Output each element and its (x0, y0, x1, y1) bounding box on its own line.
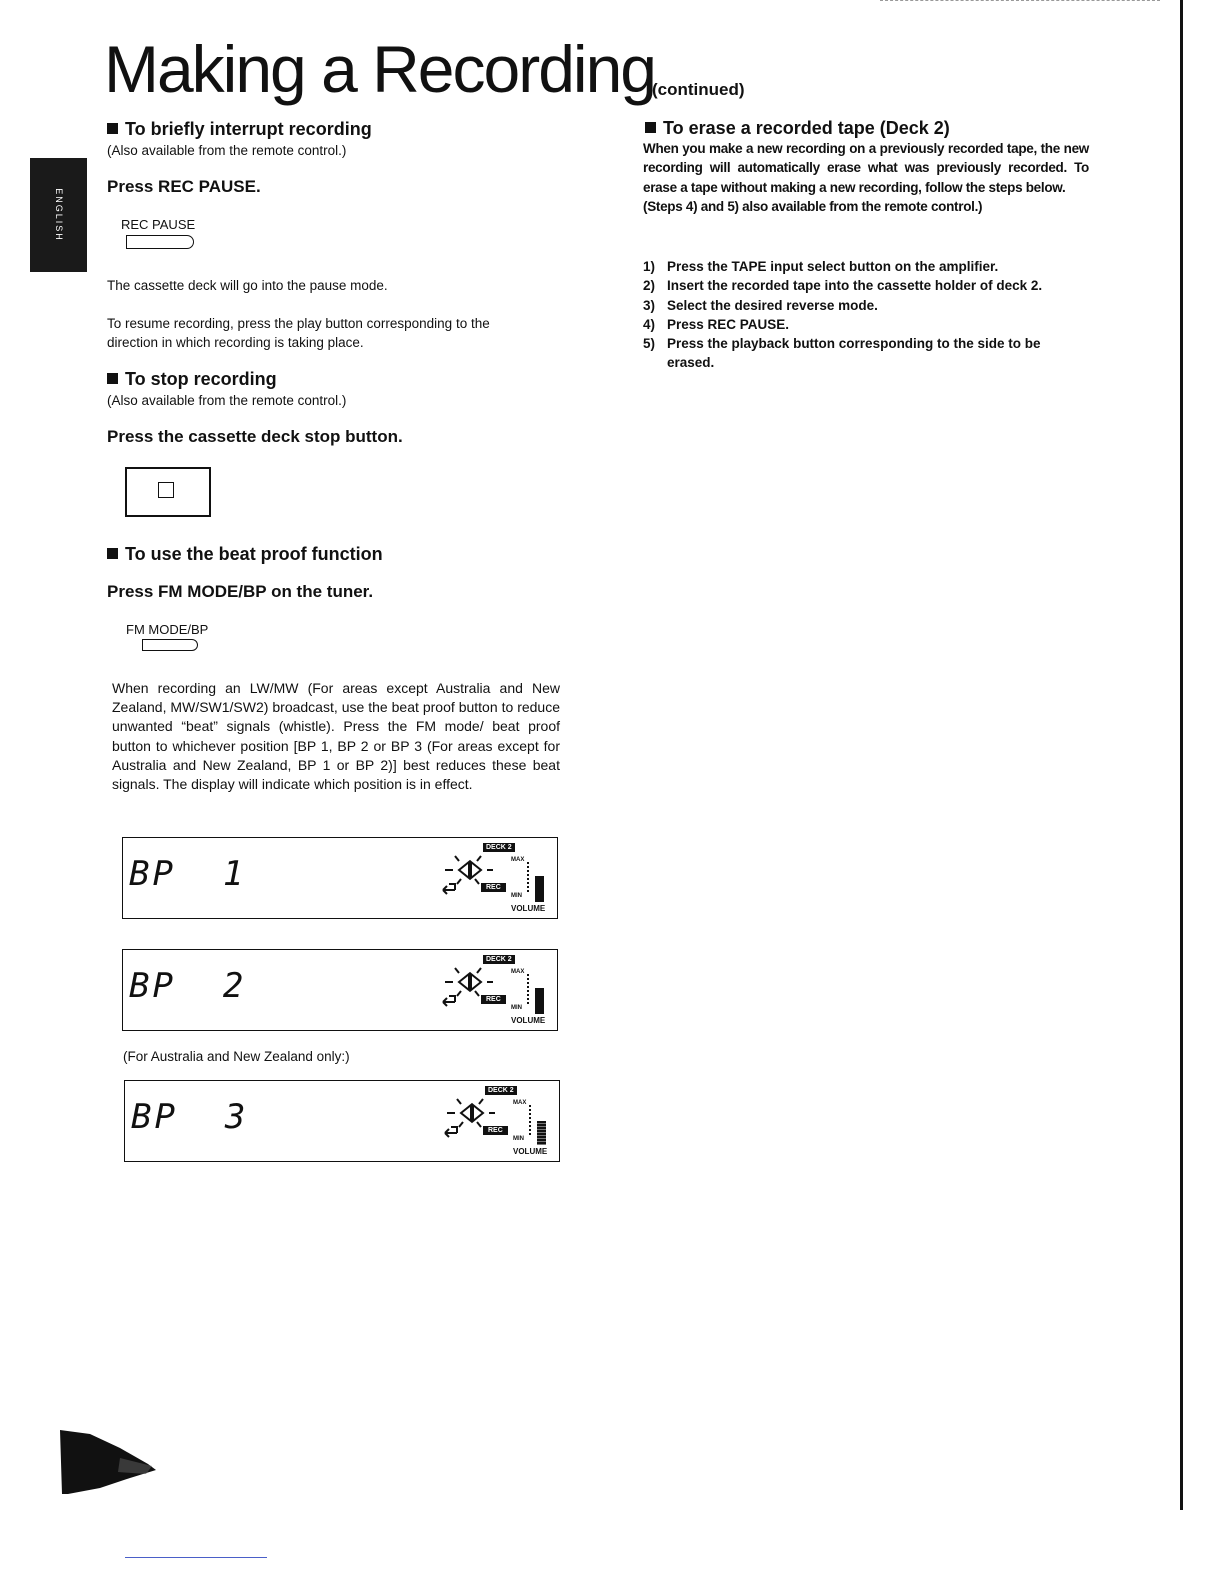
rec-pause-button-icon (126, 235, 194, 249)
volume-min-label: MIN (511, 893, 522, 899)
deck-indicator: DECK 2 (483, 843, 515, 852)
bottom-underline-mark (125, 1557, 267, 1558)
volume-min-label: MIN (513, 1136, 524, 1142)
rec-indicator: REC (483, 1126, 508, 1135)
list-item: 5) Press the playback button corresponding to the side to be erased. (643, 336, 1041, 371)
au-nz-note: (For Australia and New Zealand only:) (123, 1049, 350, 1064)
interrupt-remote-note: (Also available from the remote control.) (107, 143, 347, 158)
deck-indicator: DECK 2 (485, 1086, 517, 1095)
erase-remote-note: (Steps 4) and 5) also available from the remote control.) (643, 199, 983, 215)
bullet-square-icon (645, 122, 656, 133)
volume-level-bar (535, 988, 544, 1014)
volume-max-label: MAX (511, 969, 525, 975)
beat-proof-paragraph: When recording an LW/MW (For areas except Australia and New Zealand, MW/SW1/SW2) broadcast, use the beat proof button to reduce unwanted “beat” signals (whistle). Press the FM mode/ beat proof button to whichever position [BP 1, BP 2 or BP 3 (For areas except for Australia and New Zealand, BP 1 or BP 2)] best reduces these beat signals. The display will indicate which position is in effect. (112, 680, 560, 793)
language-tab (30, 158, 87, 272)
volume-label: VOLUME (511, 904, 546, 913)
stop-square-icon (158, 482, 174, 498)
stop-instruction: Press the cassette deck stop button. (107, 427, 403, 446)
rec-indicator: REC (481, 883, 506, 892)
section-heading-erase: To erase a recorded tape (Deck 2) (645, 118, 950, 139)
stop-remote-note: (Also available from the remote control.) (107, 393, 347, 408)
list-item: 1) Press the TAPE input select button on the amplifier. (643, 259, 999, 274)
section-heading-stop: To stop recording (107, 369, 277, 390)
list-item: 3) Select the desired reverse mode. (643, 297, 878, 313)
volume-scale-dots (529, 1105, 533, 1135)
volume-max-label: MAX (513, 1100, 527, 1106)
volume-scale-dots (527, 974, 531, 1004)
section-heading-beat-proof: To use the beat proof function (107, 544, 383, 565)
reverse-mode-icon (437, 852, 511, 900)
interrupt-result: The cassette deck will go into the pause mode. (107, 278, 388, 293)
page-title: Making a Recording (104, 32, 655, 106)
list-item: 2) Insert the recorded tape into the cassette holder of deck 2. (643, 278, 1043, 294)
section-heading-interrupt: To briefly interrupt recording (107, 119, 372, 140)
fm-mode-bp-button-icon (142, 639, 198, 651)
page-corner-marker-icon (60, 1428, 160, 1496)
volume-min-label: MIN (511, 1005, 522, 1011)
rec-pause-button-label: REC PAUSE (121, 217, 196, 232)
fm-mode-bp-button-label: FM MODE/BP (126, 622, 209, 637)
list-item: 4) Press REC PAUSE. (643, 316, 790, 332)
reverse-mode-icon (437, 964, 511, 1012)
beat-proof-instruction: Press FM MODE/BP on the tuner. (107, 582, 374, 601)
volume-level-bar (537, 1121, 546, 1145)
volume-max-label: MAX (511, 857, 525, 863)
page-edge-rule (1180, 0, 1183, 1510)
deck-indicator: DECK 2 (483, 955, 515, 964)
volume-level-bar (535, 876, 544, 902)
erase-steps-list (643, 257, 1113, 373)
bullet-square-icon (107, 548, 118, 559)
volume-scale-dots (527, 862, 531, 892)
reverse-mode-icon (439, 1095, 513, 1143)
volume-label: VOLUME (511, 1016, 546, 1025)
erase-paragraph: When you make a new recording on a previously recorded tape, the new recording will automatically erase what was previously recorded. To erase a tape without making a new recording, follow the steps below. (Steps 4) and 5) also available from the remote control.) (643, 141, 1089, 215)
interrupt-instruction: Press REC PAUSE. (107, 177, 261, 196)
bullet-square-icon (107, 123, 118, 134)
page-title-suffix: (continued) (652, 80, 745, 99)
display-panel-bp3 (124, 1080, 560, 1162)
scan-artifact (880, 0, 1160, 3)
display-panel-bp1 (122, 837, 558, 919)
language-tab-label: ENGLISH (53, 188, 64, 242)
volume-label: VOLUME (513, 1147, 548, 1156)
display-readout: BP 3 (131, 1097, 249, 1137)
interrupt-resume-line2: direction in which recording is taking place. (107, 335, 364, 350)
display-panel-bp2 (122, 949, 558, 1031)
display-readout: BP 1 (129, 854, 247, 894)
interrupt-resume-line1: To resume recording, press the play button corresponding to the (107, 316, 490, 331)
display-readout: BP 2 (129, 966, 247, 1006)
bullet-square-icon (107, 373, 118, 384)
rec-indicator: REC (481, 995, 506, 1004)
